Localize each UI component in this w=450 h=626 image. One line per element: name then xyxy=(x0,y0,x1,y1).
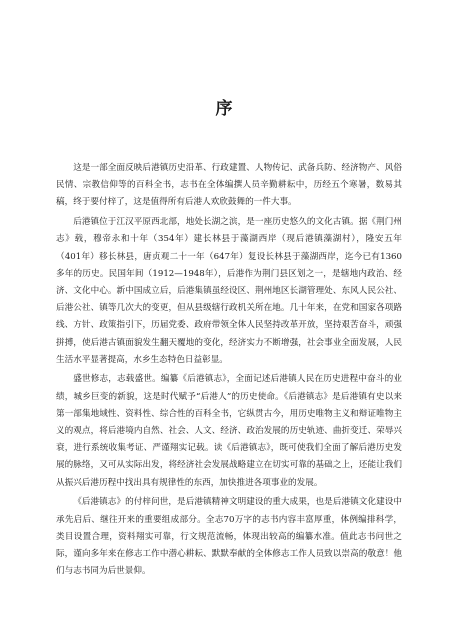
preface-body xyxy=(56,160,402,583)
paragraph: 《后港镇志》的付梓问世，是后港镇精神文明建设的重大成果，也是后港镇文化建设中承先启后、继往开来的重要组成部分。全志70万字的志书内容丰富厚重，体例编排科学，类目设置合理，资料翔实可靠，行文规范流畅，体现出较高的编纂水准。值此志书问世之际，谨向多年来在修志工作中潜心耕耘、默默奉献的全体修志工作人员致以崇高的敬意！他们与志书同为后世景仰。 xyxy=(56,497,402,577)
paragraph: 盛世修志，志载盛世。编纂《后港镇志》，全面记述后港镇人民在历史进程中奋斗的业绩，城乡巨变的新貌，这是时代赋予“后港人”的历史使命。《后港镇志》是后港镇有史以来第一部集地域性、资料性、综合性的百科全书，它纵贯古今，用历史唯物主义和辩证唯物主义的观点，将后港境内自然、社会、人文、经济、政治发展的历史轨迹、曲折变迁、荣辱兴衰，进行系统收集考证、严谨翔实记载。读《后港镇志》，既可使我们全面了解后港历史发展的脉络，又可从实际出发，将经济社会发展战略建立在切实可靠的基础之上，还能让我们从振兴后港历程中找出具有规律性的东西，加快推进各项事业的发展。 xyxy=(56,374,402,488)
paragraph: 这是一部全面反映后港镇历史沿革、行政建置、人物传记、武备兵防、经济物产、风俗民情、宗教信仰等的百科全书，志书在全体编撰人员辛勤耕耘中，历经五个寒暑，数易其稿，终于要付梓了，这是值得所有后港人欢欣鼓舞的一件大事。 xyxy=(56,163,402,208)
paragraph: 后港镇位于江汉平原西北部，地处长湖之滨，是一座历史悠久的文化古镇。据《荆门州志》载，穆帝永和十年（354年）建长林县于藻湖西岸（现后港镇藻湖村），隆安五年（401年）移长林县，唐贞观二十一年（647年）复设长林县于藻湖西岸，迄今已有1360多年的历史。民国年间（1912—1948年），后港作为荆门县区划之一，是辖地内政治、经济、文化中心。新中国成立后，后港集镇虽经设区、荆州地区长湖管理处、东风人民公社、后港公社、镇等几次大的变更，但从县级辖行政机关所在地。几十年来，在党和国家各项路线、方针、政策指引下，历届党委、政府带领全体人民坚持改革开放，坚持艰苦奋斗，顽强拼搏，使后港古镇面貌发生翻天覆地的变化，经济实力不断增强，社会事业全面发展，人民生活水平显著提高，水乡生态特色日益彰显。 xyxy=(56,217,402,365)
page-title: 序 xyxy=(215,99,235,119)
